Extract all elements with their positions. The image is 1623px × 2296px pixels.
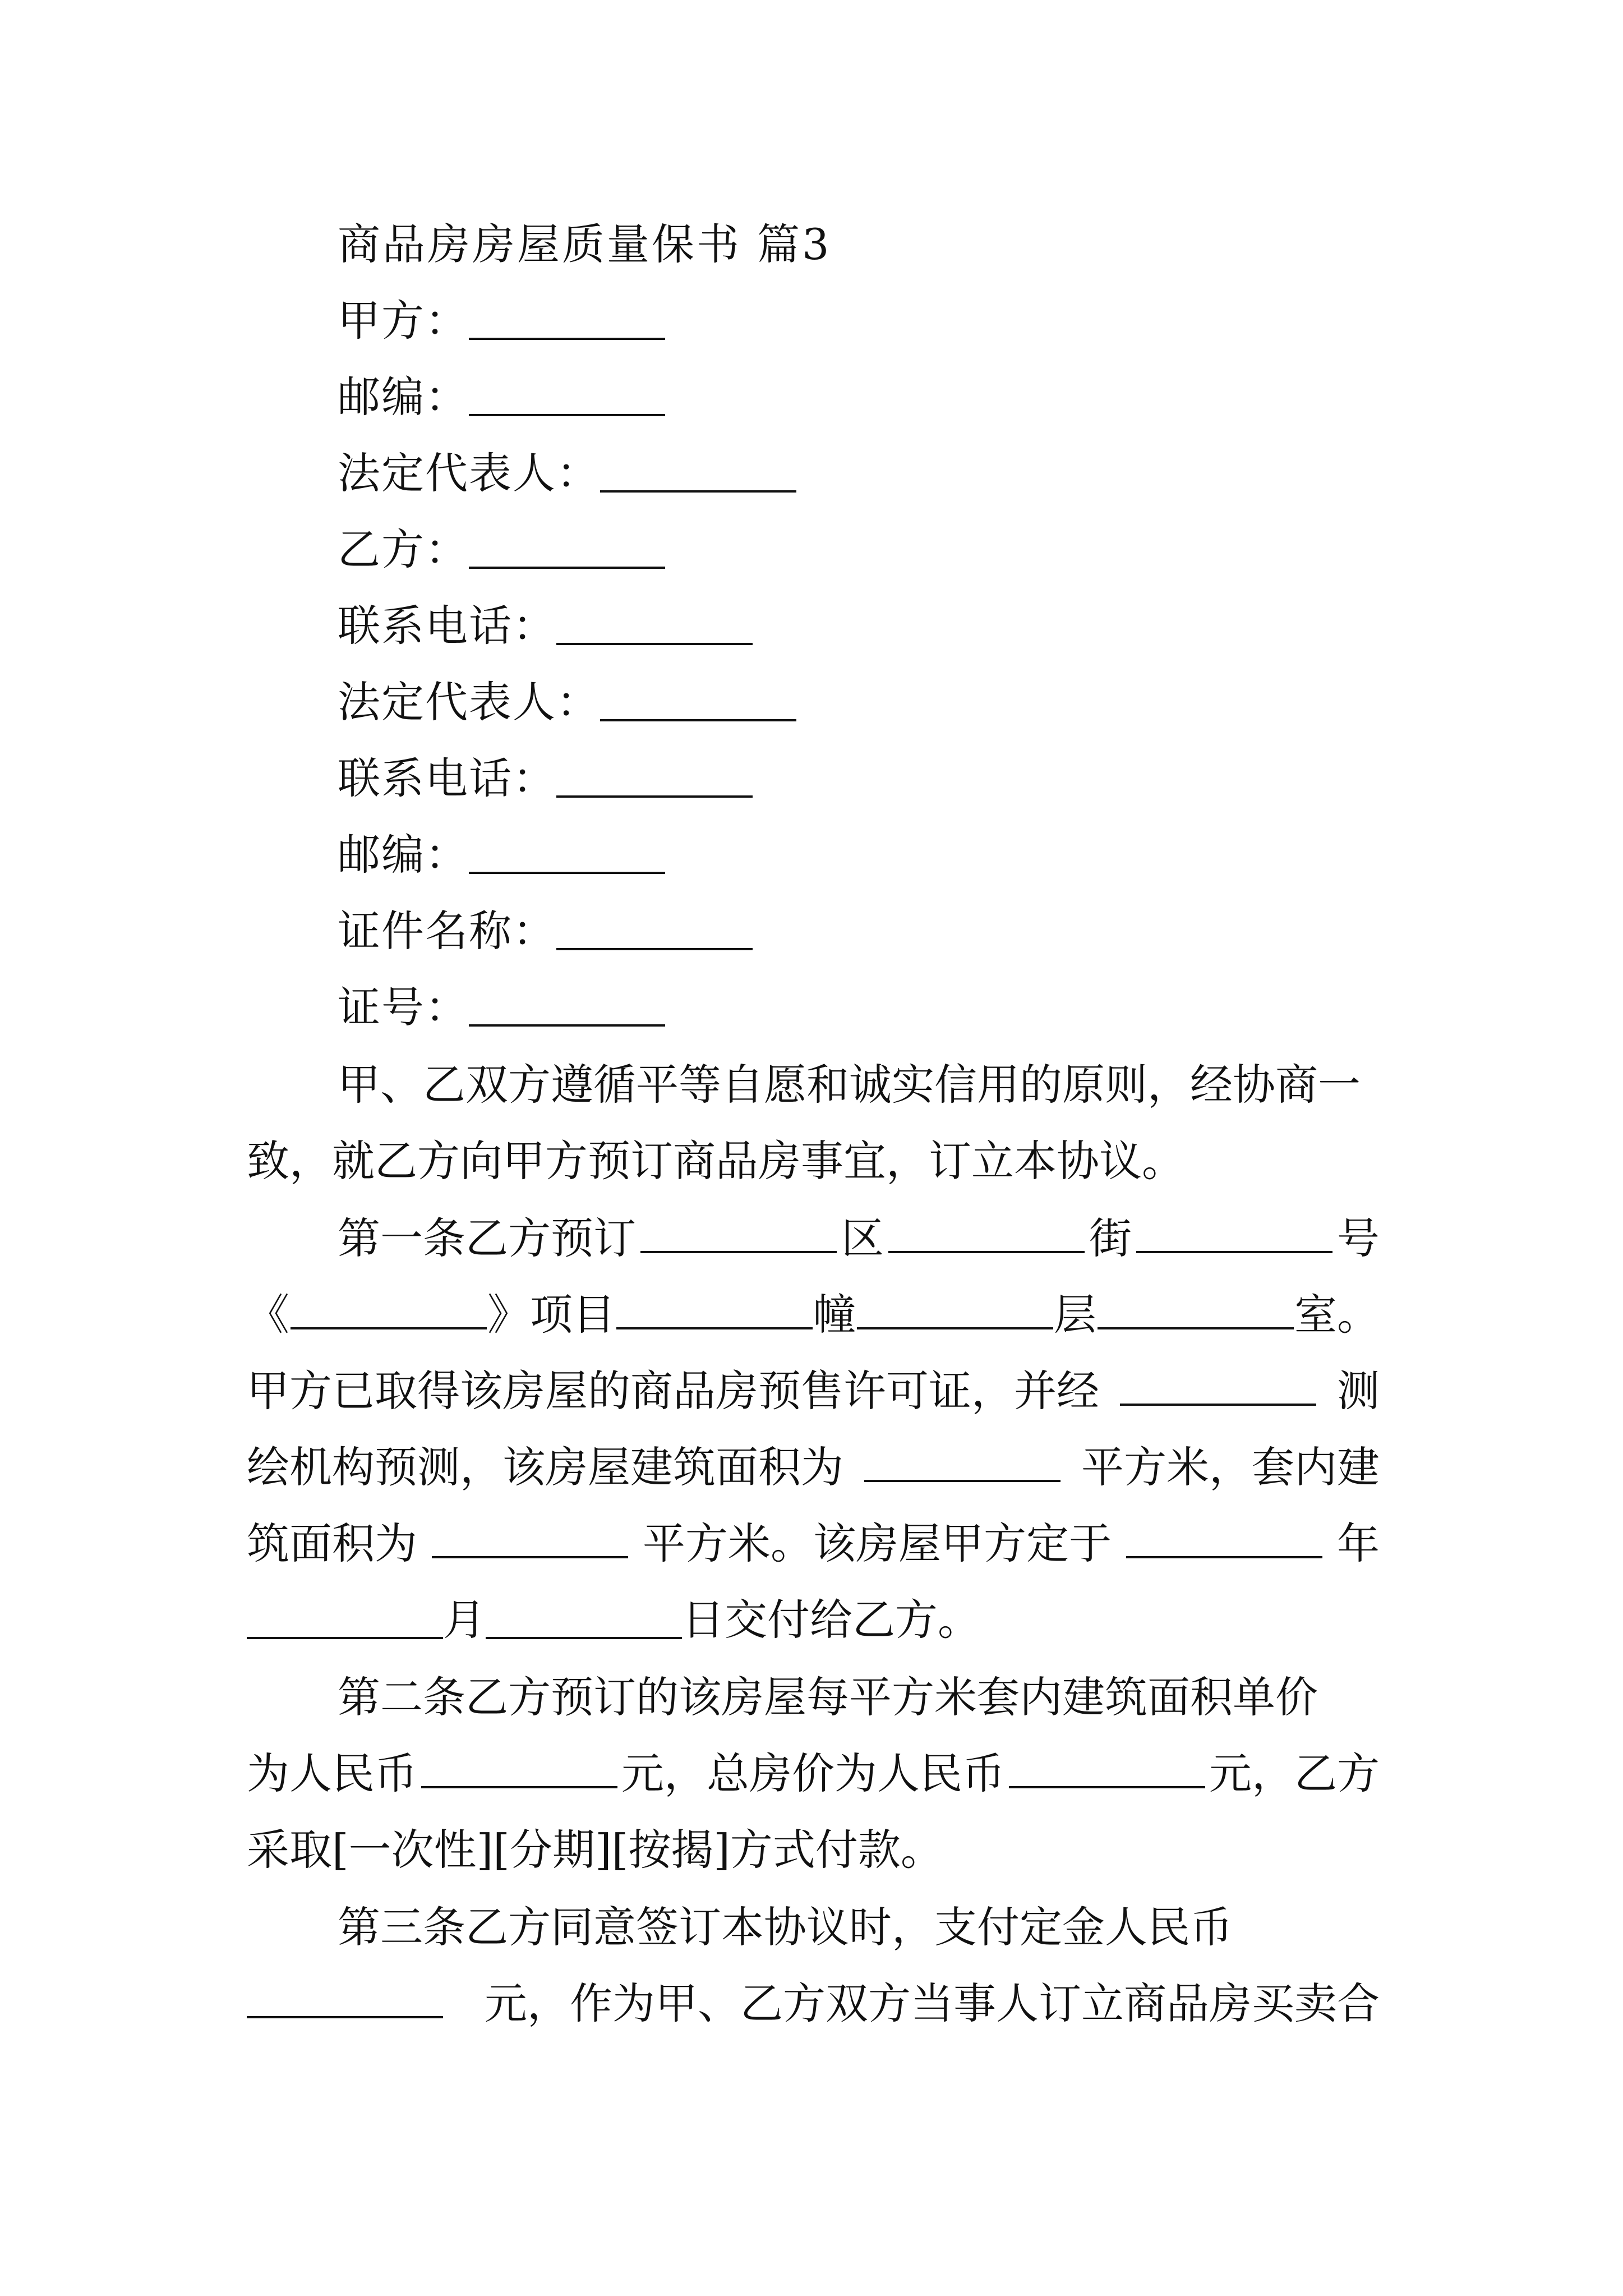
field-label: 乙方： [338,524,469,574]
field-label: 证号： [338,982,469,1032]
blank-line[interactable] [857,1325,1053,1329]
text-segment: 甲方已取得该房屋的商品房预售许可证，并经 [247,1366,1099,1416]
field-legal-rep-b [338,674,796,730]
text-segment: 室。 [1294,1290,1380,1340]
text-segment: 平方米。该房屋甲方定于 [643,1519,1112,1568]
paragraph-text: 采取[一次性][分期][按揭]方式付款。 [247,1825,943,1875]
text-segment: 平方米，套内建 [1081,1442,1380,1492]
blank-line[interactable] [247,2014,443,2018]
article1-line-1 [338,1211,1380,1267]
text-segment: 绘机构预测，该房屋建筑面积为 [247,1442,843,1492]
text-segment: 元，作为甲、乙方双方当事人订立商品房买卖合 [485,1978,1380,2028]
blank-line[interactable] [616,1325,813,1329]
text-segment: 月 [443,1595,486,1645]
field-postcode-b [338,827,665,883]
paragraph-text: 甲、乙双方遵循平等自愿和诚实信用的原则，经协商一 [338,1060,1361,1110]
blank-line[interactable] [486,1635,682,1639]
field-label: 证件名称： [338,906,556,956]
text-segment: 幢 [813,1290,856,1340]
article3-line-2 [247,1976,1380,2032]
text-segment: 》项目 [487,1290,615,1340]
field-label: 法定代表人： [338,677,600,727]
text-segment: 为人民币 [247,1749,417,1798]
article2-line-1 [338,1669,1380,1726]
blank-line[interactable] [432,1554,628,1558]
text-segment: 区 [841,1213,884,1263]
article2-line-3 [247,1822,1380,1878]
article1-line-2 [247,1287,1380,1343]
text-segment: 元，乙方 [1209,1749,1380,1798]
article1-line-6 [247,1592,1380,1648]
blank-line[interactable] [556,793,753,798]
blank-line[interactable] [600,488,796,493]
blank-line[interactable] [469,335,665,340]
article1-line-5 [247,1516,1380,1572]
blank-line[interactable] [469,564,665,569]
blank-line[interactable] [469,869,665,874]
field-label: 联系电话： [338,601,556,651]
text-segment: 第一条乙方预订 [338,1213,636,1263]
article3-line-1 [338,1899,1380,1955]
text-segment: 年 [1337,1519,1380,1568]
field-id-number [338,979,665,1036]
document-title: 商品房房屋质量保书 篇3 [338,219,832,269]
blank-line[interactable] [469,412,665,416]
blank-line[interactable] [556,641,753,645]
blank-line[interactable] [1126,1554,1322,1558]
text-segment: 日交付给乙方。 [682,1595,980,1645]
article1-line-3 [247,1363,1380,1419]
text-segment: 街 [1089,1213,1132,1263]
field-party-b [338,522,665,578]
blank-line[interactable] [1009,1784,1205,1788]
blank-line[interactable] [1098,1325,1294,1329]
field-label: 邮编： [338,372,469,422]
field-label: 甲方： [338,296,469,346]
text-segment: 号 [1337,1213,1380,1263]
blank-line[interactable] [640,1249,837,1253]
blank-line[interactable] [1120,1401,1316,1406]
field-party-a [338,293,665,349]
blank-line[interactable] [469,1022,665,1027]
blank-line[interactable] [600,717,796,721]
blank-line[interactable] [247,1635,443,1639]
field-label: 联系电话： [338,753,556,803]
text-segment: 层 [1054,1290,1096,1340]
blank-line[interactable] [291,1325,487,1329]
blank-line[interactable] [421,1784,617,1788]
text-segment: 《 [247,1290,289,1340]
field-label: 邮编： [338,830,469,880]
blank-line[interactable] [888,1249,1085,1253]
text-segment: 测 [1337,1366,1380,1416]
paragraph-text: 致，就乙方向甲方预订商品房事宜，订立本协议。 [247,1136,1184,1186]
article2-line-2 [247,1746,1380,1802]
field-phone-b [338,751,753,807]
text-segment: 筑面积为 [247,1519,417,1568]
paragraph-text: 第二条乙方预订的该房屋每平方米套内建筑面积单价 [338,1672,1318,1722]
field-label: 法定代表人： [338,448,600,498]
intro-line-2 [247,1133,1380,1189]
field-phone [338,598,753,654]
field-postcode [338,369,665,425]
paragraph-text: 第三条乙方同意签订本协议时，支付定金人民币 [338,1902,1233,1952]
blank-line[interactable] [1136,1249,1332,1253]
field-id-name [338,903,753,959]
blank-line[interactable] [864,1478,1061,1482]
text-segment: 元，总房价为人民币 [621,1749,1005,1798]
blank-line[interactable] [556,946,753,950]
intro-line-1 [338,1057,1380,1113]
article1-line-4 [247,1439,1380,1496]
field-legal-rep [338,445,796,501]
